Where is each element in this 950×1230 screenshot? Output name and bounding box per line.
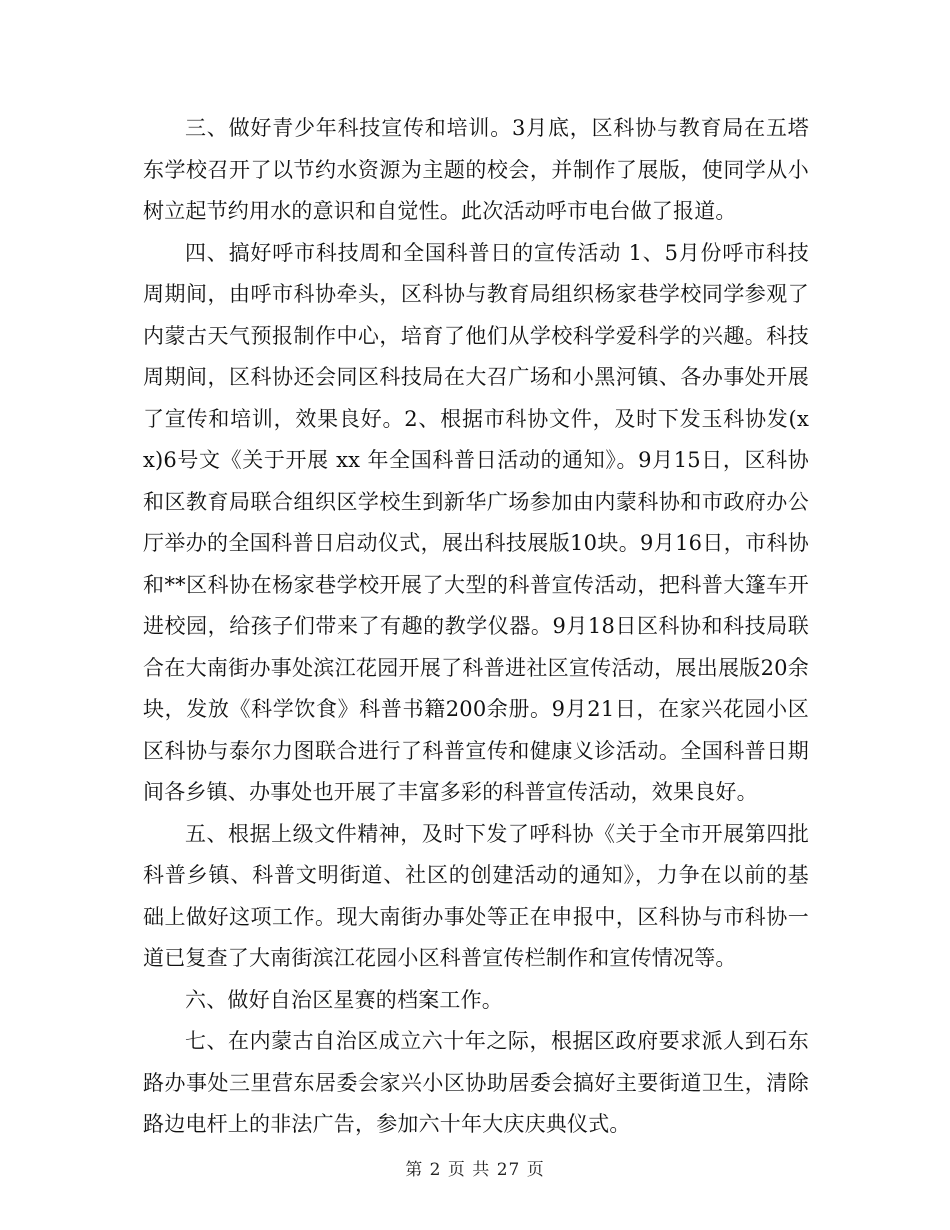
paragraph-section-7: 七、在内蒙古自治区成立六十年之际，根据区政府要求派人到石东路办事处三里营东居委会家兴小区协助居委会搞好主要街道卫生，清除路边电杆上的非法广告，参加六十年大庆庆典仪式。 xyxy=(143,1029,809,1136)
paragraph-section-5: 五、根据上级文件精神，及时下发了呼科协《关于全市开展第四批科普乡镇、科普文明街道、社区的创建活动的通知》，力争在以前的基础上做好这项工作。现大南街办事处等正在申报中，区科协与市科协一道已复查了大南街滨江花园小区科普宣传栏制作和宣传情况等。 xyxy=(143,821,809,970)
document-body xyxy=(143,108,809,1146)
paragraph-section-6: 六、做好自治区星赛的档案工作。 xyxy=(185,987,503,1012)
paragraph-section-4: 四、搞好呼市科技周和全国科普日的宣传活动 1、5月份呼市科技周期间，由呼市科协牵头，区科协与教育局组织杨家巷学校同学参观了内蒙古天气预报制作中心，培育了他们从学校科学爱科学的兴趣。科技周期间，区科协还会同区科技局在大召广场和小黑河镇、各办事处开展了宣传和培训，效果良好。2、根据市科协文件，及时下发玉科协发(xx)6号文《关于开展 xx 年全国科普日活动的通知》。9月15日，区科协和区教育局联合组织区学校生到新华广场参加由内蒙科协和市政府办公厅举办的全国科普日启动仪式，展出科技展版10块。9月16日，市科协和**区科协在杨家巷学校开展了大型的科普宣传活动，把科普大篷车开进校园，给孩子们带来了有趣的教学仪器。9月18日区科协和科技局联合在大南街办事处滨江花园开展了科普进社区宣传活动，展出展版20余块，发放《科学饮食》科普书籍200余册。9月21日，在家兴花园小区区科协与泰尔力图联合进行了科普宣传和健康义诊活动。全国科普日期间各乡镇、办事处也开展了丰富多彩的科普宣传活动，效果良好。 xyxy=(143,240,809,804)
page-number-footer: 第 2 页 共 27 页 xyxy=(405,1160,545,1180)
paragraph-section-3: 三、做好青少年科技宣传和培训。3月底，区科协与教育局在五塔东学校召开了以节约水资源为主题的校会，并制作了展版，使同学从小树立起节约用水的意识和自觉性。此次活动呼市电台做了报道。 xyxy=(143,116,809,223)
